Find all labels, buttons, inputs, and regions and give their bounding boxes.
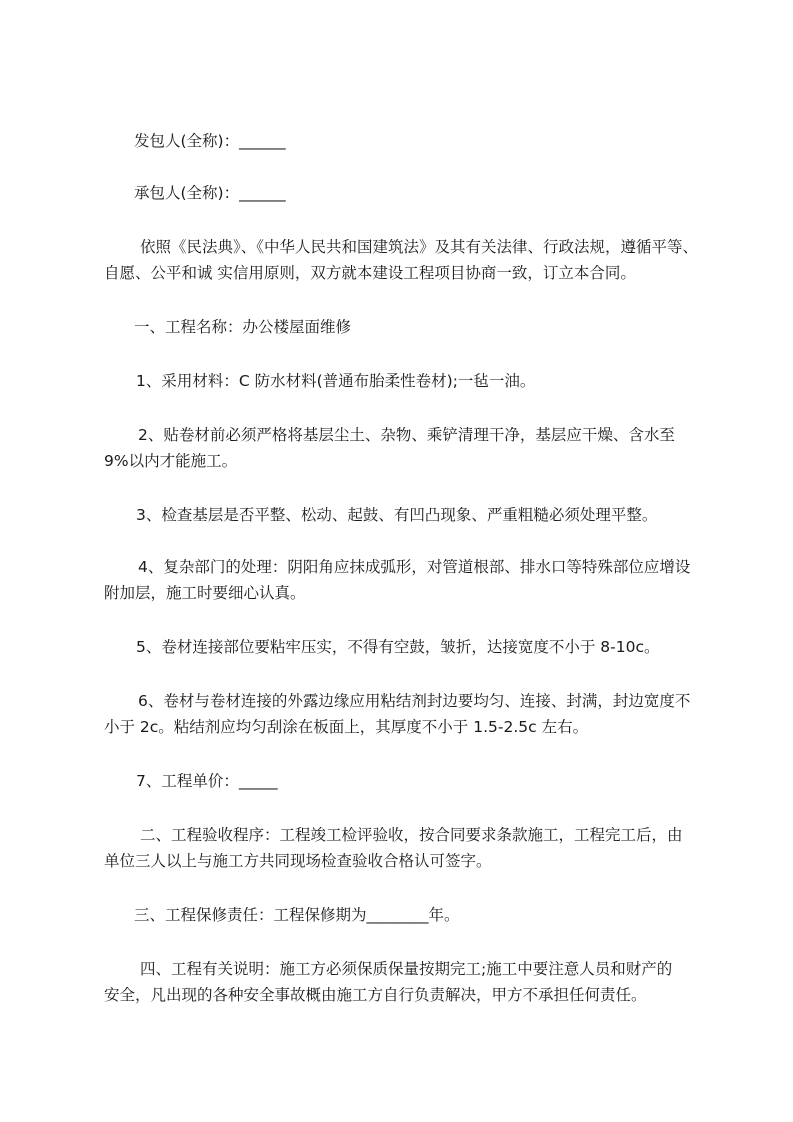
employer-text: 发包人(全称)：______	[134, 132, 286, 150]
item-4	[104, 554, 698, 606]
section-4	[104, 956, 700, 1008]
item-6-line-2: 小于 2c。粘结剂应均匀刮涂在板面上，其厚度不小于 1.5-2.5c 左右。	[104, 718, 589, 736]
section-2-line-2: 单位三人以上与施工方共同现场检查验收合格认可签字。	[104, 852, 492, 870]
section-2-line-1: 二、工程验收程序：工程竣工检评验收，按合同要求条款施工，工程完工后，由	[140, 826, 683, 844]
item-3-text: 3、检查基层是否平整、松动、起鼓、有凹凸现象、严重粗糙必须处理平整。	[136, 506, 658, 524]
contractor-text: 承包人(全称)：______	[134, 184, 286, 202]
item-1-text: 1、采用材料：C 防水材料(普通布胎柔性卷材);一毡一油。	[136, 372, 536, 390]
item-1	[136, 368, 696, 394]
item-5-text: 5、卷材连接部位要粘牢压实，不得有空鼓，皱折，达接宽度不小于 8-10c。	[136, 638, 660, 656]
section-1-title-text: 一、工程名称：办公楼屋面维修	[134, 318, 352, 336]
section-3	[134, 902, 694, 928]
section-4-line-2: 安全，凡出现的各种安全事故概由施工方自行负责解决，甲方不承担任何责任。	[104, 986, 647, 1004]
item-2	[104, 422, 698, 474]
employer-line	[134, 128, 694, 154]
section-4-line-1: 四、工程有关说明：施工方必须保质保量按期完工;施工中要注意人员和财产的	[140, 960, 673, 978]
item-4-line-2: 附加层，施工时要细心认真。	[104, 584, 306, 602]
item-3	[136, 502, 696, 528]
item-6-line-1: 6、卷材与卷材连接的外露边缘应用粘结剂封边要均匀、连接、封满，封边宽度不	[138, 692, 691, 710]
item-7	[136, 768, 696, 794]
item-5	[136, 634, 696, 660]
preamble-line-2: 自愿、公平和诚 实信用原则，双方就本建设工程项目协商一致，订立本合同。	[104, 264, 636, 282]
preamble-paragraph	[104, 234, 700, 286]
section-3-text: 三、工程保修责任：工程保修期为________年。	[134, 906, 460, 924]
item-7-text: 7、工程单价：_____	[136, 772, 278, 790]
section-1-title	[134, 314, 694, 340]
section-2	[104, 822, 700, 874]
item-2-line-2: 9%以内才能施工。	[104, 452, 238, 470]
item-2-line-1: 2、贴卷材前必须严格将基层尘土、杂物、乘铲清理干净，基层应干燥、含水至	[138, 426, 675, 444]
item-6	[104, 688, 698, 740]
preamble-line-1: 依照《民法典》、《中华人民共和国建筑法》及其有关法律、行政法规，遵循平等、	[140, 238, 699, 256]
item-4-line-1: 4、复杂部门的处理：阴阳角应抹成弧形，对管道根部、排水口等特殊部位应增设	[138, 558, 691, 576]
contractor-line	[134, 180, 694, 206]
